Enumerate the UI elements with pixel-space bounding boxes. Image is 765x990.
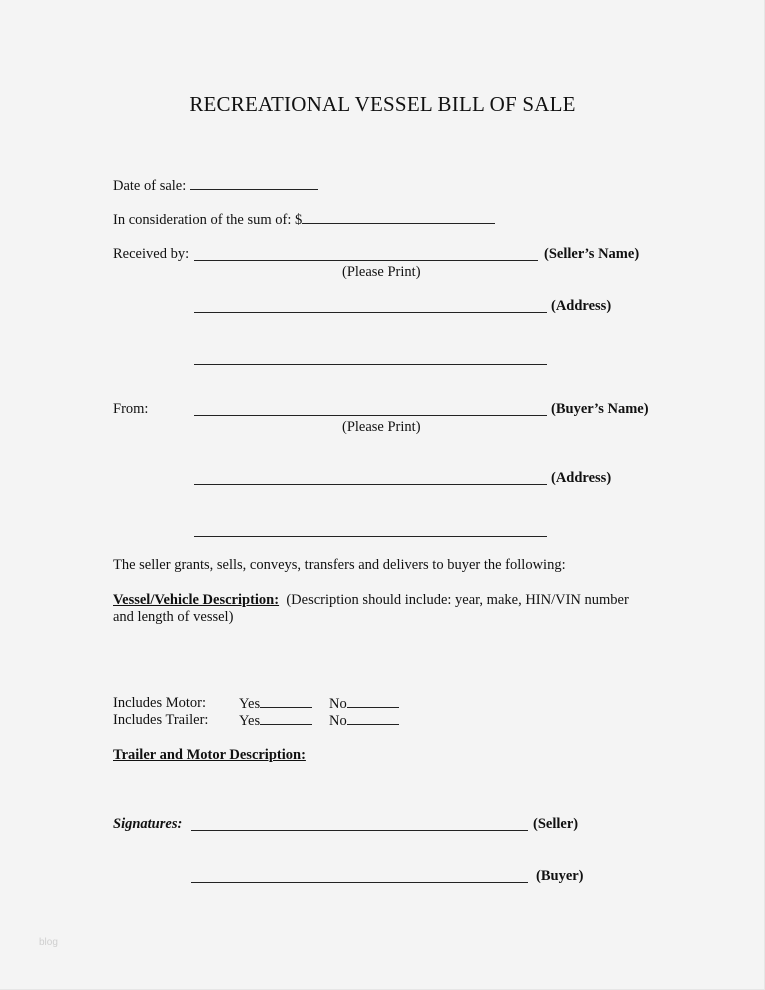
vessel-description-note: (Description should include: year, make, HIN/VIN number <box>286 592 629 608</box>
seller-signature-label: (Seller) <box>533 816 579 832</box>
please-print-note: (Please Print) <box>342 264 421 280</box>
date-of-sale-field[interactable] <box>190 177 318 190</box>
motor-yes-label: Yes <box>239 696 261 712</box>
sum-row <box>113 211 495 229</box>
trailer-yes-option[interactable] <box>239 712 312 730</box>
seller-address-field-1[interactable] <box>194 300 547 313</box>
buyer-address-field-1[interactable] <box>194 472 547 485</box>
seller-address-label: (Address) <box>551 298 612 314</box>
date-of-sale-label: Date of sale: <box>113 178 187 194</box>
motor-yes-option[interactable] <box>239 695 312 713</box>
buyer-name-field[interactable] <box>194 403 547 416</box>
please-print-note-buyer: (Please Print) <box>342 419 421 435</box>
seller-name-field[interactable] <box>194 248 538 261</box>
motor-no-option[interactable] <box>329 695 399 713</box>
vessel-description-note-cont: and length of vessel) <box>113 609 234 625</box>
trailer-no-label: No <box>329 713 347 729</box>
motor-yes-field[interactable] <box>260 695 312 708</box>
seller-address-field-2[interactable] <box>194 352 547 365</box>
buyer-signature-field[interactable] <box>191 870 528 883</box>
motor-no-label: No <box>329 696 347 712</box>
signatures-label: Signatures: <box>113 816 183 832</box>
from-label: From: <box>113 401 149 417</box>
trailer-no-option[interactable] <box>329 712 399 730</box>
date-of-sale-row <box>113 177 318 195</box>
buyer-name-label: (Buyer’s Name) <box>551 401 649 417</box>
includes-trailer-label: Includes Trailer: <box>113 712 209 728</box>
vessel-description-row <box>113 592 629 609</box>
trailer-no-field[interactable] <box>347 712 399 725</box>
trailer-yes-field[interactable] <box>260 712 312 725</box>
trailer-yes-label: Yes <box>239 713 261 729</box>
sum-field[interactable] <box>302 211 495 224</box>
includes-motor-label: Includes Motor: <box>113 695 207 711</box>
seller-name-label: (Seller’s Name) <box>544 246 640 262</box>
received-by-label: Received by: <box>113 246 190 262</box>
buyer-address-field-2[interactable] <box>194 524 547 537</box>
sum-label: In consideration of the sum of: $ <box>113 212 303 228</box>
vessel-description-heading: Vessel/Vehicle Description: <box>113 592 280 608</box>
seller-signature-field[interactable] <box>191 818 528 831</box>
buyer-address-label: (Address) <box>551 470 612 486</box>
buyer-signature-label: (Buyer) <box>536 868 584 884</box>
watermark-text: blog <box>39 937 58 948</box>
grant-statement: The seller grants, sells, conveys, transfers and delivers to buyer the following: <box>113 557 566 573</box>
document-title: RECREATIONAL VESSEL BILL OF SALE <box>189 92 576 116</box>
trailer-motor-description-heading: Trailer and Motor Description: <box>113 747 306 763</box>
motor-no-field[interactable] <box>347 695 399 708</box>
